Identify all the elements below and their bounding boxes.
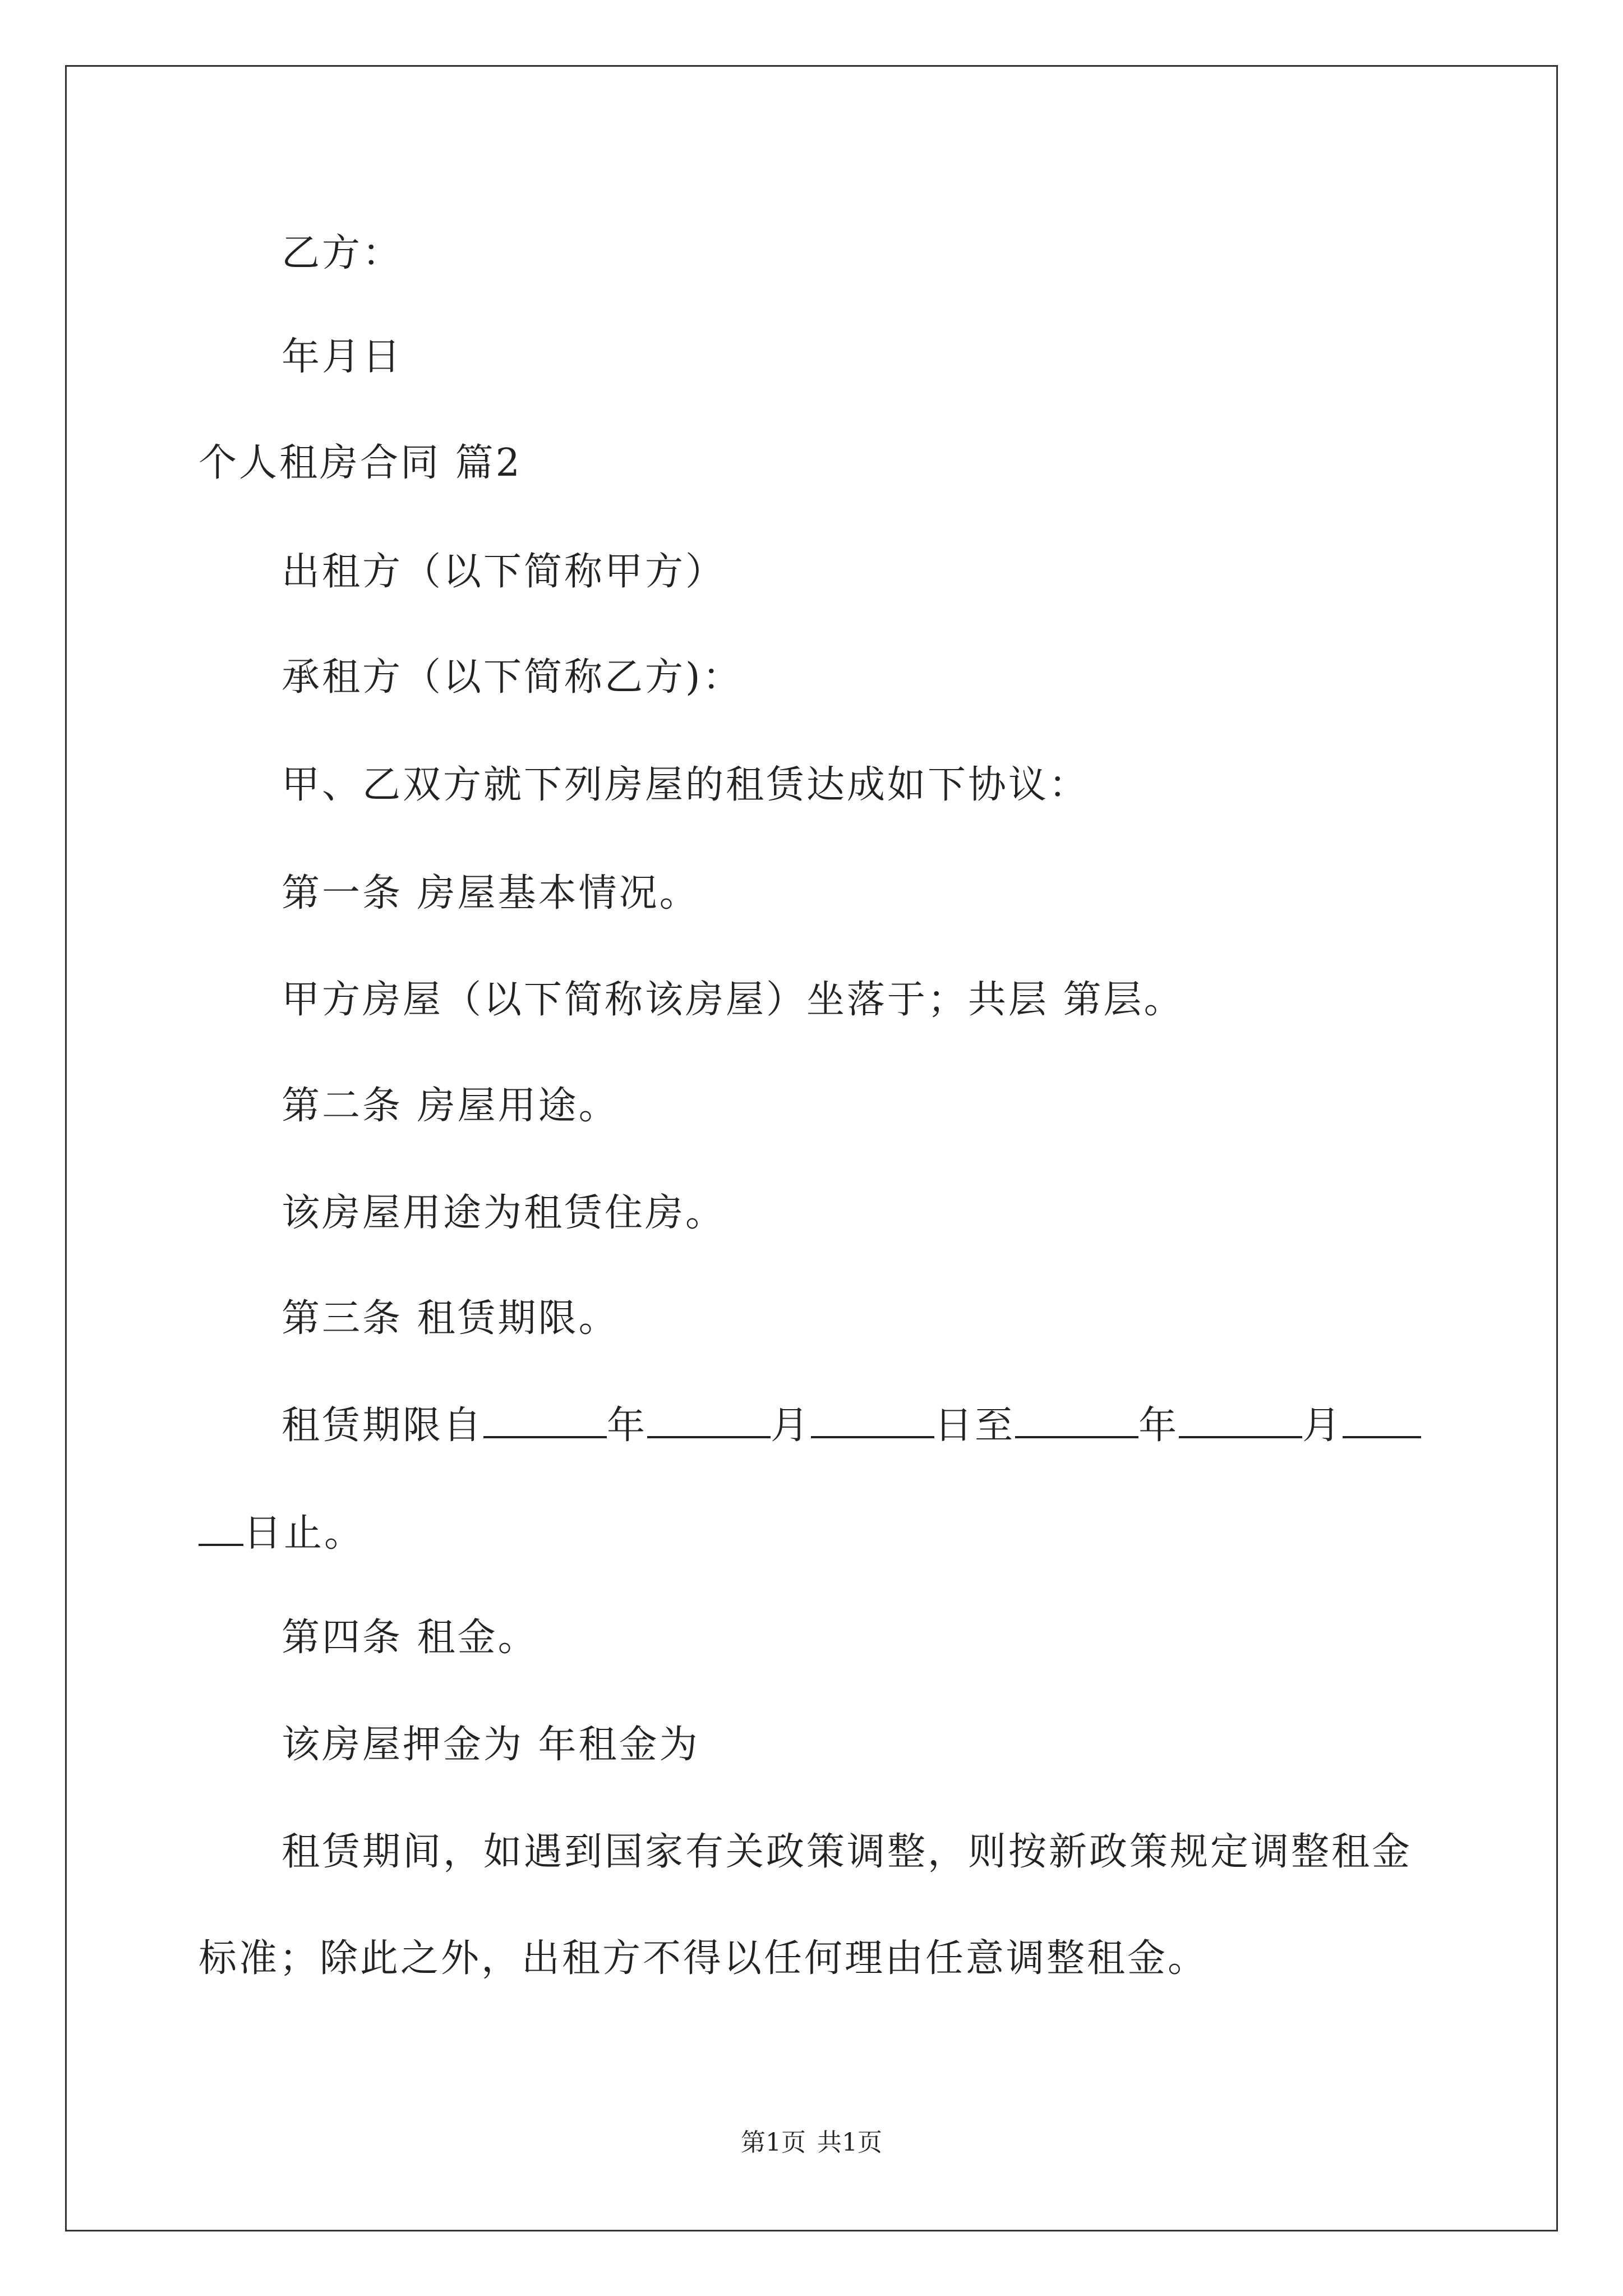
article-2-body: 该房屋用途为租赁住房。 bbox=[282, 1191, 726, 1235]
page-footer bbox=[0, 2127, 1623, 2159]
article-1-body: 甲方房屋（以下简称该房屋）坐落于；共层 第层。 bbox=[282, 978, 1184, 1022]
rent-adjustment-line-2: 标准；除此之外，出租方不得以任何理由任意调整租金。 bbox=[199, 1936, 1209, 1981]
blank-end-day-part1 bbox=[1343, 1402, 1421, 1438]
year-label: 年 bbox=[607, 1404, 648, 1448]
section-heading: 个人租房合同 篇2 bbox=[199, 441, 522, 485]
month-label: 月 bbox=[771, 1404, 811, 1448]
article-3-heading: 第三条 租赁期限。 bbox=[282, 1296, 619, 1341]
page-number: 第1页 bbox=[741, 2128, 806, 2157]
month-label: 月 bbox=[1302, 1404, 1343, 1448]
lease-term-end-line bbox=[199, 1510, 365, 1556]
lease-term-from-label: 租赁期限自 bbox=[282, 1404, 484, 1448]
agreement-intro: 甲、乙双方就下列房屋的租赁达成如下协议： bbox=[282, 763, 1090, 807]
article-2-heading: 第二条 房屋用途。 bbox=[282, 1084, 619, 1128]
blank-start-month bbox=[647, 1402, 771, 1438]
page-frame bbox=[65, 65, 1558, 2231]
article-1-heading: 第一条 房屋基本情况。 bbox=[282, 871, 700, 915]
year-label: 年 bbox=[1138, 1404, 1179, 1448]
blank-start-day bbox=[811, 1402, 934, 1438]
party-b-line: 乙方： bbox=[282, 231, 403, 275]
blank-start-year bbox=[483, 1402, 607, 1438]
blank-end-month bbox=[1179, 1402, 1302, 1438]
lease-term-line bbox=[282, 1402, 1421, 1448]
blank-end-year bbox=[1015, 1402, 1138, 1438]
deposit-line: 该房屋押金为 年租金为 bbox=[282, 1723, 700, 1767]
page-total: 共1页 bbox=[817, 2128, 882, 2157]
rent-adjustment-line-1: 租赁期间，如遇到国家有关政策调整，则按新政策规定调整租金 bbox=[282, 1830, 1413, 1874]
lessor-line: 出租方（以下简称甲方） bbox=[282, 550, 726, 594]
lease-term-end-label: 日止。 bbox=[243, 1511, 365, 1556]
day-to-label: 日至 bbox=[934, 1404, 1016, 1448]
date-line: 年月日 bbox=[282, 335, 403, 379]
article-4-heading: 第四条 租金。 bbox=[282, 1616, 538, 1660]
blank-end-day-part2 bbox=[199, 1510, 243, 1546]
lessee-line: 承租方（以下简称乙方)： bbox=[282, 655, 743, 700]
